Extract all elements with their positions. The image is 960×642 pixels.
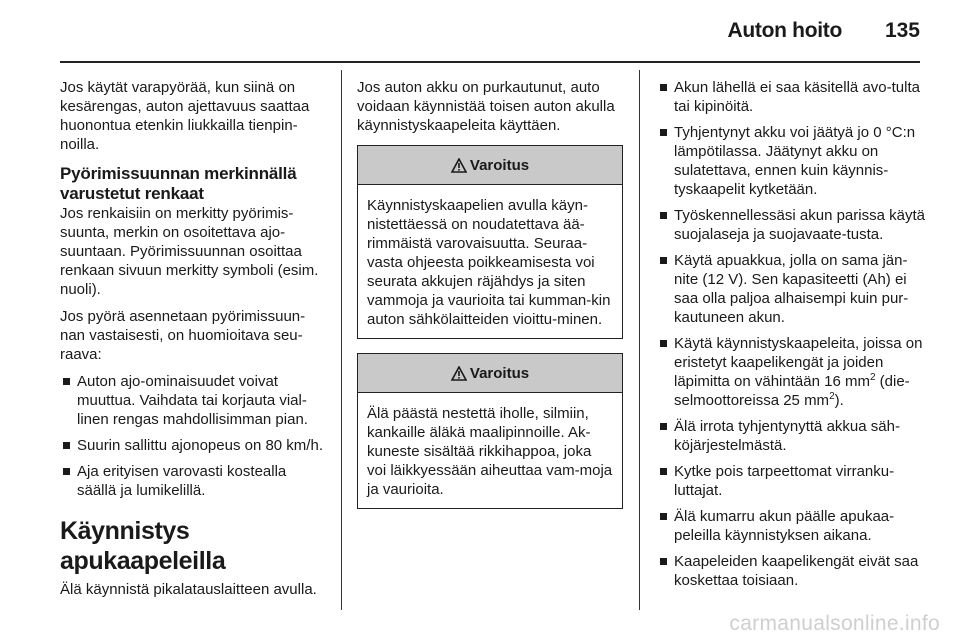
column-middle [357,78,623,523]
column-left [60,78,328,607]
warning-title: Varoitus [469,156,530,174]
bullet-square-icon [63,378,70,385]
warning-text: Älä päästä nestettä iholle, silmiin, kankaille äläkä maalipinnoille. Ak-kuneste sisältää rikkihappoa, joka voi läikkyessään aiheuttaa vam-moja ja vaurioita. [367,405,613,498]
list-item: Auton ajo-ominaisuudet voivat muuttua. Vaihdata tai korjauta vial-linen rengas mahdollisimman pian. [60,372,328,429]
intro-paragraph: Jos auton akku on purkautunut, auto voidaan käynnistää toisen auton akulla käynnistyskaapeleita käyttäen. [357,79,615,134]
list-item: Suurin sallittu ajonopeus on 80 km/h. [60,436,328,455]
bullet-list [60,372,328,500]
list-item: Älä kumarru akun päälle apukaa-peleilla käynnistyksen aikana. [657,507,925,545]
column-divider [341,70,342,610]
paragraph: Jos renkaisiin on merkitty pyörimis-suunta, merkin on osoitettava ajo-suuntaan. Pyörimissuunnan osoittaa renkaan sivuun merkitty symboli (esim. nuoli). [60,205,319,298]
bullet-square-icon [660,468,667,475]
bullet-square-icon [660,212,667,219]
bullet-square-icon [63,442,70,449]
bullet-square-icon [660,513,667,520]
list-item: Kytke pois tarpeettomat virranku-luttajat. [657,462,925,500]
bullet-square-icon [63,468,70,475]
bullet-square-icon [660,129,667,136]
paragraph: Jos pyörä asennetaan pyörimissuun-nan vastaisesti, on huomioitava seu-raava: [60,308,306,363]
list-item: Työskennellessäsi akun parissa käytä suojalaseja ja suojavaate-tusta. [657,206,925,244]
header-title: Auton hoito [727,19,842,42]
bullet-square-icon [660,423,667,430]
list-item: Älä irrota tyhjentynyttä akkua säh-köjärjestelmästä. [657,417,925,455]
page-number: 135 [884,19,920,42]
warning-triangle-icon [451,366,467,381]
warning-box [357,353,623,509]
warning-header [358,354,622,393]
page-header [0,0,960,62]
header-rule [60,61,920,63]
list-item: Kaapeleiden kaapelikengät eivät saa koskettaa toisiaan. [657,552,925,590]
column-divider [639,70,640,610]
watermark: carmanualsonline.info [729,612,940,635]
list-item: Akun lähellä ei saa käsitellä avo-tulta tai kipinöitä. [657,78,925,116]
bullet-square-icon [660,84,667,91]
warning-triangle-icon [451,158,467,173]
chapter-heading: Käynnistys apukaapeleilla [60,517,226,575]
list-item: Käytä käynnistyskaapeleita, joissa on eristetyt kaapelikengät ja joiden läpimitta on vähintään 16 $mm^2$ (die-selmoottoreissa 25 $mm^2$). [657,334,925,410]
list-item: Tyhjentynyt akku voi jäätyä jo 0 °C:n lämpötilassa. Jäätynyt akku on sulatettava, ennen kuin käynnis-tyskaapelit kytketään. [657,123,925,199]
list-item: Aja erityisen varovasti kostealla säällä ja lumikelillä. [60,462,328,500]
section-heading: Pyörimissuunnan merkinnällä varustetut renkaat [60,164,297,203]
paragraph: Älä käynnistä pikalatauslaitteen avulla. [60,581,317,598]
bullet-square-icon [660,340,667,347]
warning-header [358,146,622,185]
list-item: Käytä apuakkua, jolla on sama jän-nite (12 V). Sen kapasiteetti (Ah) ei saa olla paljoa alhaisempi kuin pur-kautuneen akun. [657,251,925,327]
intro-paragraph: Jos käytät varapyörää, kun siinä on kesärengas, auton ajettavuus saattaa huonontua etenkin liukkailla tienpin-noilla. [60,79,310,153]
warning-text: Käynnistyskaapelien avulla käyn-nistettäessä on noudatettava ää-rimmäistä varovaisuutta. Seuraa-vasta ohjeesta poikkeamisesta voi seurata akkujen räjähdys ja siten vammoja ja vaurioita tai kumman-kin auton sähkölaitteiden vioittu-minen. [367,197,611,328]
warning-box [357,145,623,339]
bullet-square-icon [660,257,667,264]
bullet-square-icon [660,558,667,565]
warning-title: Varoitus [469,364,530,382]
bullet-list [657,78,925,590]
column-right [657,78,925,597]
